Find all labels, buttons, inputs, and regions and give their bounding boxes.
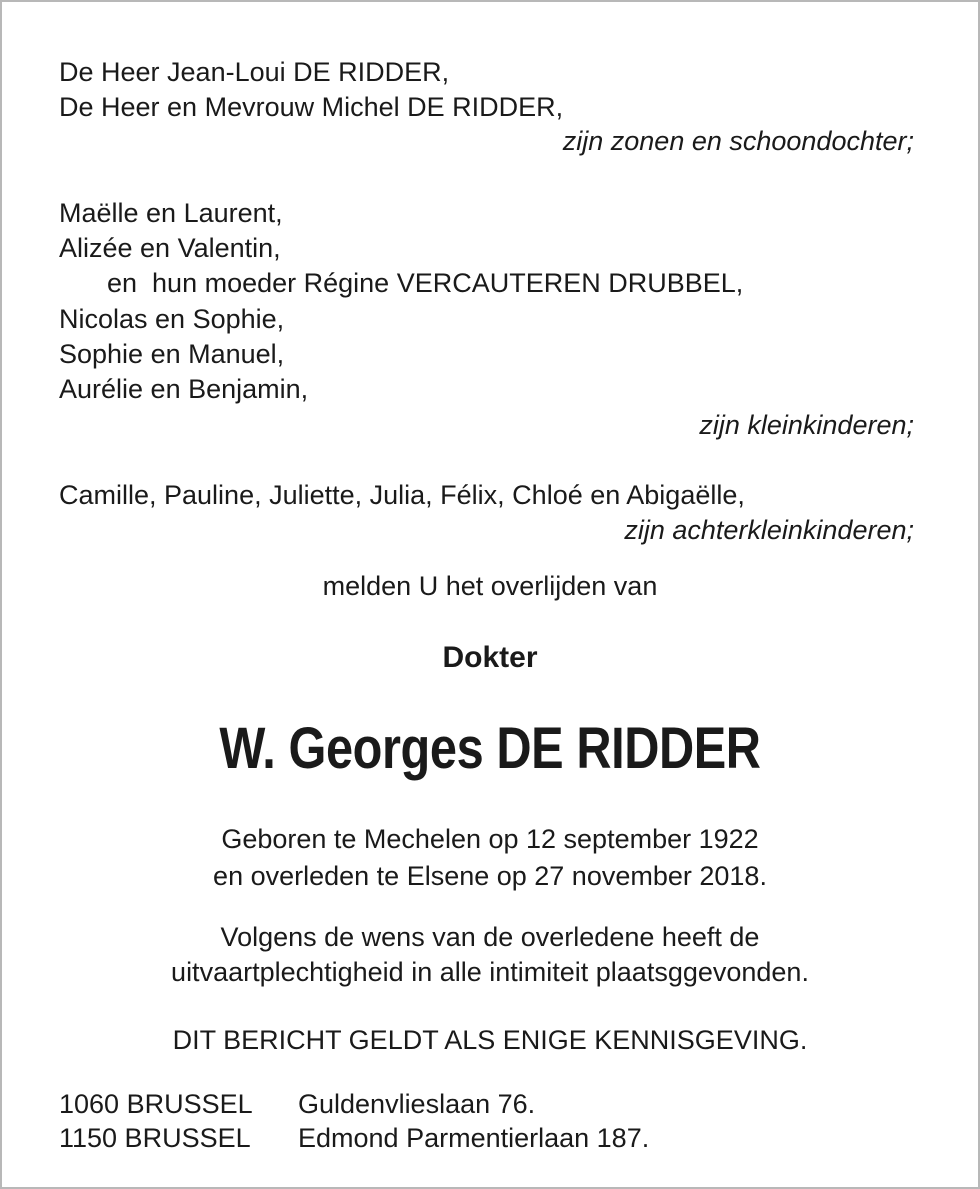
son-line-2: De Heer en Mevrouw Michel DE RIDDER, — [59, 92, 564, 122]
grandchild-line-2: Alizée en Valentin, — [59, 233, 281, 263]
deceased-name: W. Georges DE RIDDER — [219, 716, 761, 781]
grandchildren-role: zijn kleinkinderen; — [699, 410, 914, 440]
great-grandchildren-role: zijn achterkleinkinderen; — [624, 515, 914, 545]
funeral-line-1: Volgens de wens van de overledene heeft de — [220, 922, 760, 952]
grandchild-line-6: Aurélie en Benjamin, — [59, 374, 309, 404]
death-line: en overleden te Elsene op 27 november 2018. — [213, 861, 767, 891]
official-notice: DIT BERICHT GELDT ALS ENIGE KENNISGEVING. — [172, 1025, 808, 1055]
birth-line: Geboren te Mechelen op 12 september 1922 — [221, 824, 759, 854]
address-1-city: 1060 BRUSSEL — [59, 1089, 253, 1119]
grandchild-line-1: Maëlle en Laurent, — [59, 198, 283, 228]
grandchild-line-4: Nicolas en Sophie, — [59, 304, 285, 334]
grandchild-line-3: en hun moeder Régine VERCAUTEREN DRUBBEL, — [107, 268, 744, 298]
announcement-text: melden U het overlijden van — [322, 571, 658, 601]
address-1-street: Guldenvlieslaan 76. — [298, 1089, 536, 1119]
son-line-1: De Heer Jean-Loui DE RIDDER, — [59, 57, 450, 87]
great-grandchildren-line: Camille, Pauline, Juliette, Julia, Félix, Chloé en Abigaëlle, — [59, 480, 745, 510]
deceased-title: Dokter — [442, 641, 538, 674]
grandchild-line-5: Sophie en Manuel, — [59, 339, 285, 369]
funeral-line-2: uitvaartplechtigheid in alle intimiteit plaatsggevonden. — [171, 957, 809, 987]
sons-role: zijn zonen en schoondochter; — [562, 126, 914, 156]
address-2-city: 1150 BRUSSEL — [59, 1123, 251, 1153]
address-2-street: Edmond Parmentierlaan 187. — [298, 1123, 650, 1153]
